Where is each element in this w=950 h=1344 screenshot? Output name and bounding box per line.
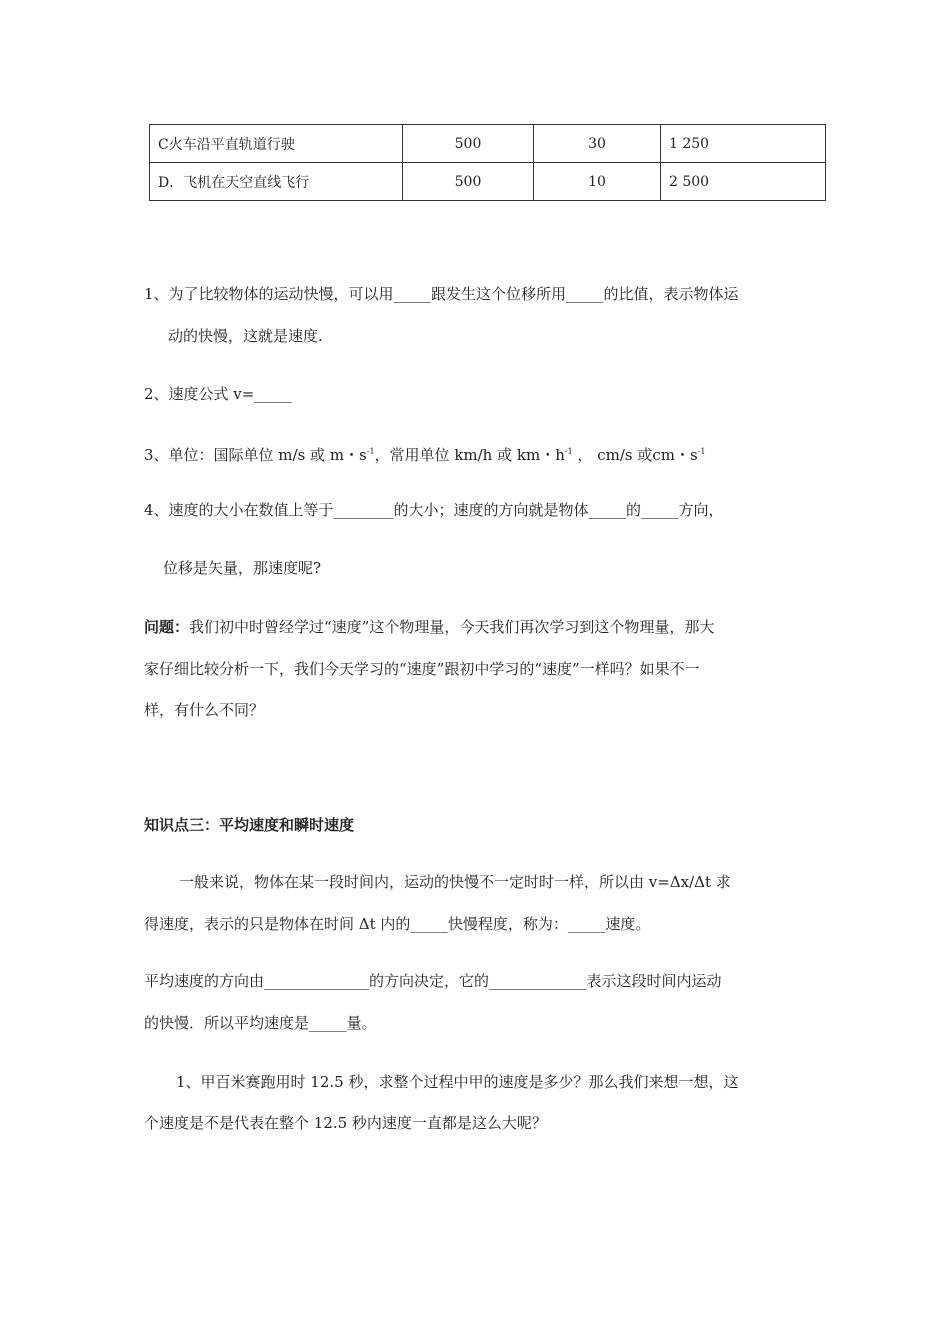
- section-3-para-1-line-2: 得速度，表示的只是物体在时间 Δt 内的_____快慢程度，称为：_____速度。: [144, 915, 651, 933]
- section-3-para-2-line-1: 平均速度的方向由______________的方向决定，它的_____________表示这段时间内运动: [144, 972, 722, 990]
- question-line-2: 家仔细比较分析一下，我们今天学习的“速度”跟初中学习的“速度”一样吗？如果不一: [144, 660, 700, 678]
- section-3-question-1-line-2: 个速度是不是代表在整个 12.5 秒内速度一直都是这么大呢？: [144, 1114, 547, 1132]
- item-3-sup-2: -1: [564, 447, 573, 456]
- question-label: 问题：: [144, 618, 190, 636]
- item-3-sup-3: -1: [697, 447, 706, 456]
- item-3-text-b: ，常用单位 km/h 或 km・h: [374, 446, 565, 464]
- item-2: 2、速度公式 v=_____: [144, 385, 292, 403]
- question-text: 我们初中时曾经学过“速度”这个物理量，今天我们再次学习到这个物理量，那大: [189, 618, 715, 636]
- section-3-question-1-line-1: 1、甲百米赛跑用时 12.5 秒，求整个过程中甲的速度是多少？那么我们来想一想，这: [176, 1073, 739, 1091]
- table-cell: D．飞机在天空直线飞行: [150, 163, 403, 201]
- table-row: [150, 125, 826, 163]
- item-1-line-1: 1、为了比较物体的运动快慢，可以用_____跟发生这个位移所用_____的比值，表示物体运: [144, 285, 739, 303]
- section-3-heading: 知识点三：平均速度和瞬时速度: [144, 816, 355, 834]
- table-cell: 500: [403, 163, 534, 201]
- table-cell: 1 250: [661, 125, 826, 163]
- question-line-3: 样，有什么不同？: [144, 701, 265, 719]
- section-3-para-1-line-1: 一般来说，物体在某一段时间内，运动的快慢不一定时时一样，所以由 v=Δx/Δt 求: [179, 873, 731, 891]
- table-row: [150, 163, 826, 201]
- table-cell: 10: [534, 163, 661, 201]
- table-cell: 2 500: [661, 163, 826, 201]
- item-1-line-2: 动的快慢，这就是速度.: [168, 327, 323, 345]
- speed-comparison-table: [149, 124, 826, 201]
- item-3: [144, 442, 824, 465]
- question-line-1: [144, 617, 824, 637]
- item-3-text-a: 3、单位：国际单位 m/s 或 m・s: [144, 446, 367, 464]
- item-4-line-1: 4、速度的大小在数值上等于________的大小；速度的方向就是物体_____的_____方向，: [144, 501, 724, 519]
- section-3-para-2-line-2: 的快慢．所以平均速度是_____量。: [144, 1014, 377, 1032]
- table-cell: 500: [403, 125, 534, 163]
- item-4-line-2: 位移是矢量，那速度呢?: [163, 559, 322, 577]
- item-3-sup-1: -1: [366, 447, 375, 456]
- table-cell: C火车沿平直轨道行驶: [150, 125, 403, 163]
- item-3-text-c: ， cm/s 或cm・s: [572, 446, 698, 464]
- table-cell: 30: [534, 125, 661, 163]
